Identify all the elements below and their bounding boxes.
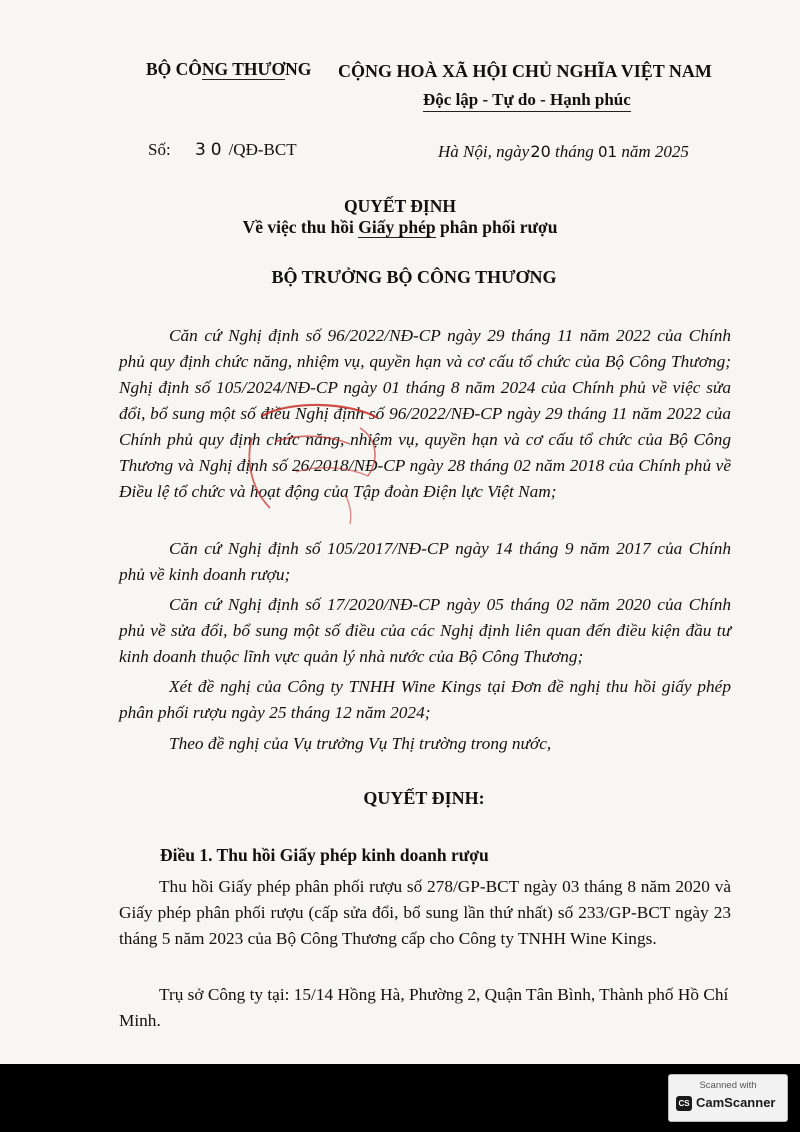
document-number-label: Số: (148, 140, 171, 159)
ministry-name-suffix: NG (285, 59, 312, 79)
preamble-paragraph-5: Theo đề nghị của Vụ trưởng Vụ Thị trường trong nước, (169, 734, 552, 753)
document-number (148, 140, 297, 160)
article-1-paragraph-1: Thu hồi Giấy phép phân phối rượu số 278/GP-BCT ngày 03 tháng 8 năm 2020 và Giấy phép phân phối rượu (cấp sửa đổi, bổ sung lần thứ nhất) số 233/GP-BCT ngày 23 tháng 5 năm 2023 của Bộ Công Thương cấp cho Công ty TNHH Wine Kings. (119, 877, 731, 948)
preamble-paragraph-3: Căn cứ Nghị định số 17/2020/NĐ-CP ngày 05 tháng 02 năm 2020 của Chính phủ về sửa đổi, bổ sung một số điều của các Nghị định liên quan đến điều kiện đầu tư kinh doanh thuộc lĩnh vực quản lý nhà nước của Bộ Công Thương; (119, 595, 731, 666)
date-month-label: tháng (555, 142, 594, 161)
subtitle-underlined: Giấy phép (358, 217, 436, 237)
preamble-paragraph-1: Căn cứ Nghị định số 96/2022/NĐ-CP ngày 29 tháng 11 năm 2022 của Chính phủ quy định chức năng, nhiệm vụ, quyền hạn và cơ cấu tổ chức của Bộ Công Thương; Nghị định số 105/2024/NĐ-CP ngày 01 tháng 8 năm 2024 của Chính phủ về việc sửa đổi, bổ sung một số điều Nghị định số 96/2022/NĐ-CP ngày 29 tháng 11 năm 2022 của Chính phủ quy định chức năng, nhiệm vụ, quyền hạn và cơ cấu tổ chức của Bộ Công Thương và Nghị định số 26/2018/NĐ-CP ngày 28 tháng 02 năm 2018 của Chính phủ về Điều lệ tổ chức và hoạt động của Tập đoàn Điện lực Việt Nam; (119, 326, 731, 501)
camscanner-name: CamScanner (696, 1095, 776, 1110)
subtitle-suffix: phân phối rượu (435, 217, 558, 237)
preamble-paragraph-4: Xét đề nghị của Công ty TNHH Wine Kings tại Đơn đề nghị thu hồi giấy phép phân phối rượu ngày 25 tháng 12 năm 2024; (119, 677, 731, 722)
document-number-suffix: /QĐ-BCT (228, 140, 297, 159)
decision-title: QUYẾT ĐỊNH (344, 196, 456, 216)
document-date (438, 142, 689, 162)
preamble-paragraph-2: Căn cứ Nghị định số 105/2017/NĐ-CP ngày 14 tháng 9 năm 2017 của Chính phủ về kinh doanh rượu; (119, 539, 731, 584)
ministry-name (146, 59, 311, 80)
republic-name: CỘNG HOÀ XÃ HỘI CHỦ NGHĨA VIỆT NAM (338, 61, 712, 81)
article-1-heading: Điều 1. Thu hồi Giấy phép kinh doanh rượu (160, 845, 489, 865)
date-month: 01 (597, 143, 618, 161)
scanned-with-label: Scanned with (699, 1080, 757, 1091)
camscanner-badge (668, 1074, 788, 1122)
issuing-authority: BỘ TRƯỞNG BỘ CÔNG THƯƠNG (271, 267, 557, 287)
decision-subtitle (0, 217, 800, 238)
ministry-name-prefix: BỘ CÔ (146, 59, 202, 79)
date-prefix: Hà Nội, ngày (438, 142, 530, 161)
national-motto: Độc lập - Tự do - Hạnh phúc (423, 89, 631, 112)
date-day: 20 (530, 142, 551, 161)
subtitle-prefix: Về việc thu hồi (242, 217, 359, 237)
camscanner-logo-icon: CS (676, 1096, 692, 1111)
document-number-value: 30 (194, 140, 227, 160)
article-1-paragraph-2: Trụ sở Công ty tại: 15/14 Hồng Hà, Phường 2, Quận Tân Bình, Thành phố Hồ Chí Minh. (119, 985, 729, 1030)
decision-heading: QUYẾT ĐỊNH: (363, 788, 485, 808)
ministry-name-underlined: NG THƯƠ (201, 59, 286, 79)
date-year: năm 2025 (621, 142, 689, 161)
